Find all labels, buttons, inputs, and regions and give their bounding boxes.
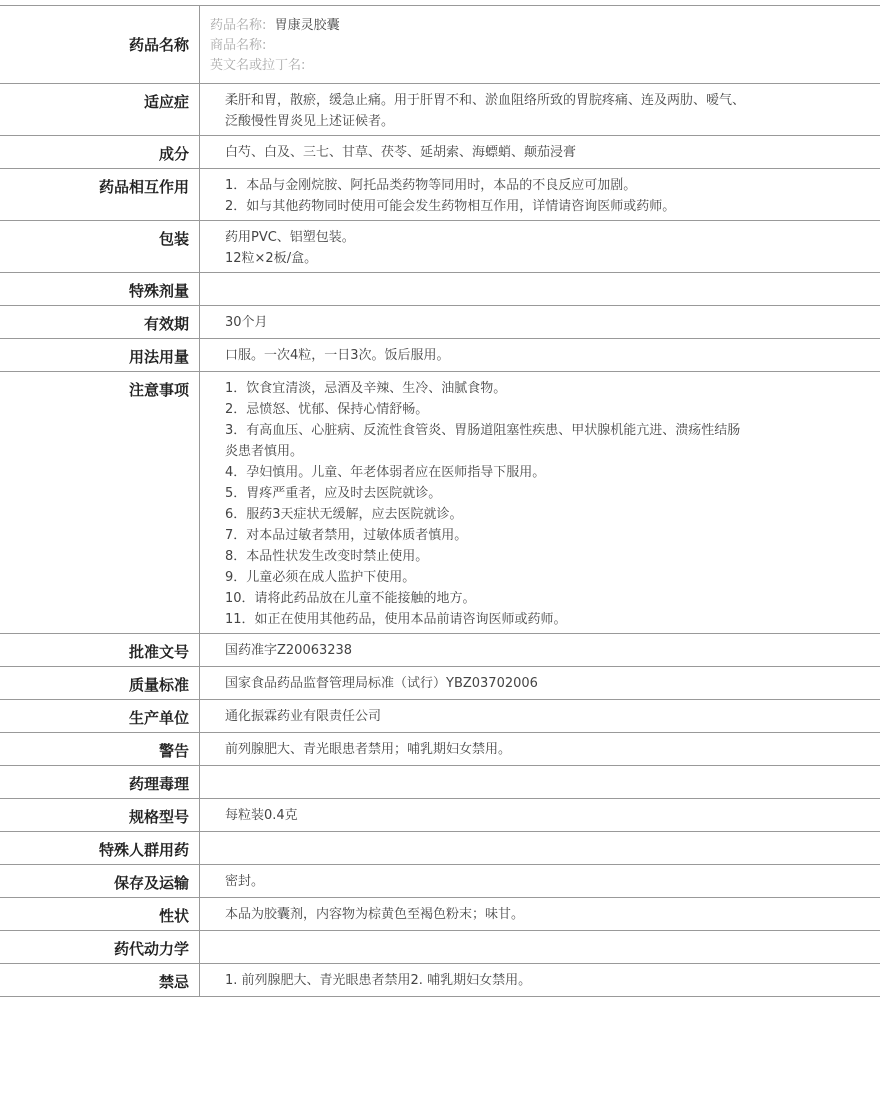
value-line: 密封。 [225,874,265,889]
row-value [200,832,880,864]
value-line: 前列腺肥大、青光眼患者禁用；哺乳期妇女禁用。 [225,742,512,757]
row-label: 特殊人群用药 [0,832,200,864]
drug-name-key: 药品名称: [210,18,267,33]
row-storage [0,865,880,898]
row-label: 成分 [0,136,200,168]
row-label: 批准文号 [0,634,200,666]
row-label: 注意事项 [0,372,200,633]
info-rows [0,84,880,997]
value-line: 1．饮食宜清淡，忌酒及辛辣、生冷、油腻食物。 [225,381,507,396]
row-label: 药品名称 [0,6,200,83]
row-value [200,372,880,633]
row-value [200,136,880,168]
value-line: 口服。一次4粒，一日3次。饭后服用。 [225,348,450,363]
row-label: 用法用量 [0,339,200,371]
row-value [200,169,880,220]
row-interactions [0,169,880,221]
value-line: 10．请将此药品放在儿童不能接触的地方。 [225,591,476,606]
row-ingredients [0,136,880,169]
row-value [200,766,880,798]
row-label: 警告 [0,733,200,765]
row-specification [0,799,880,832]
english-name-line [210,56,880,76]
row-label: 药理毒理 [0,766,200,798]
row-value [200,667,880,699]
value-line: 9．儿童必须在成人监护下使用。 [225,570,416,585]
row-label: 质量标准 [0,667,200,699]
value-line: 4．孕妇慎用。儿童、年老体弱者应在医师指导下服用。 [225,465,546,480]
value-line: 1．本品与金刚烷胺、阿托品类药物等同用时，本品的不良反应可加剧。 [225,178,637,193]
english-name-key: 英文名或拉丁名: [210,58,306,73]
row-label: 适应症 [0,84,200,135]
row-label: 包装 [0,221,200,272]
value-line: 通化振霖药业有限责任公司 [225,709,382,724]
row-label: 有效期 [0,306,200,338]
row-value [200,964,880,996]
value-line: 白芍、白及、三七、甘草、茯苓、延胡索、海螵蛸、颠茄浸膏 [225,145,577,160]
value-line: 柔肝和胃，散瘀，缓急止痛。用于肝胃不和、淤血阻络所致的胃脘疼痛、连及两肋、嗳气、 [225,93,746,108]
value-line: 泛酸慢性胃炎见上述证候者。 [225,114,395,129]
drug-name-line [210,16,880,36]
row-approval-number [0,634,880,667]
row-precautions [0,372,880,634]
value-line: 12粒×2板/盒。 [225,251,318,266]
row-value [200,898,880,930]
row-value [200,306,880,338]
row-indications [0,84,880,136]
row-pharmacology [0,766,880,799]
row-value [200,339,880,371]
row-label: 特殊剂量 [0,273,200,305]
row-label: 药品相互作用 [0,169,200,220]
row-value [200,221,880,272]
trade-name-line [210,36,880,56]
value-line: 本品为胶囊剂，内容物为棕黄色至褐色粉末；味甘。 [225,907,525,922]
value-line: 炎患者慎用。 [225,444,304,459]
row-pharmacokinetics [0,931,880,964]
row-value [200,865,880,897]
value-line: 国药准字Z20063238 [225,643,353,658]
row-special-dosage [0,273,880,306]
row-contraindications [0,964,880,997]
drug-info-table [0,5,880,997]
value-line: 6．服药3天症状无缓解，应去医院就诊。 [225,507,463,522]
value-line: 2．忌愤怒、忧郁、保持心情舒畅。 [225,402,429,417]
row-value [200,700,880,732]
value-line: 5．胃疼严重者，应及时去医院就诊。 [225,486,442,501]
row-manufacturer [0,700,880,733]
row-packaging [0,221,880,273]
row-value [200,634,880,666]
value-line: 3．有高血压、心脏病、反流性食管炎、胃肠道阻塞性疾患、甲状腺机能亢进、溃疡性结肠 [225,423,741,438]
value-line: 国家食品药品监督管理局标准（试行）YBZ03702006 [225,676,538,691]
row-drug-names [0,6,880,84]
row-appearance [0,898,880,931]
row-value [200,84,880,135]
value-line: 每粒装0.4克 [225,808,298,823]
row-value [200,799,880,831]
drug-name-value: 胃康灵胶囊 [274,18,340,33]
row-value [200,6,880,83]
row-label: 药代动力学 [0,931,200,963]
row-label: 生产单位 [0,700,200,732]
value-line: 8．本品性状发生改变时禁止使用。 [225,549,429,564]
value-line: 1. 前列腺肥大、青光眼患者禁用2. 哺乳期妇女禁用。 [225,973,532,988]
value-line: 7．对本品过敏者禁用，过敏体质者慎用。 [225,528,468,543]
trade-name-key: 商品名称: [210,38,267,53]
row-label: 性状 [0,898,200,930]
row-special-population [0,832,880,865]
row-quality-standard [0,667,880,700]
value-line: 30个月 [225,315,268,330]
row-usage [0,339,880,372]
row-value [200,931,880,963]
row-warning [0,733,880,766]
row-value [200,273,880,305]
value-line: 药用PVC、铝塑包装。 [225,230,355,245]
value-line: 2．如与其他药物同时使用可能会发生药物相互作用，详情请咨询医师或药师。 [225,199,676,214]
row-label: 规格型号 [0,799,200,831]
row-label: 保存及运输 [0,865,200,897]
value-line: 11．如正在使用其他药品，使用本品前请咨询医师或药师。 [225,612,567,627]
row-expiry [0,306,880,339]
row-value [200,733,880,765]
row-label: 禁忌 [0,964,200,996]
